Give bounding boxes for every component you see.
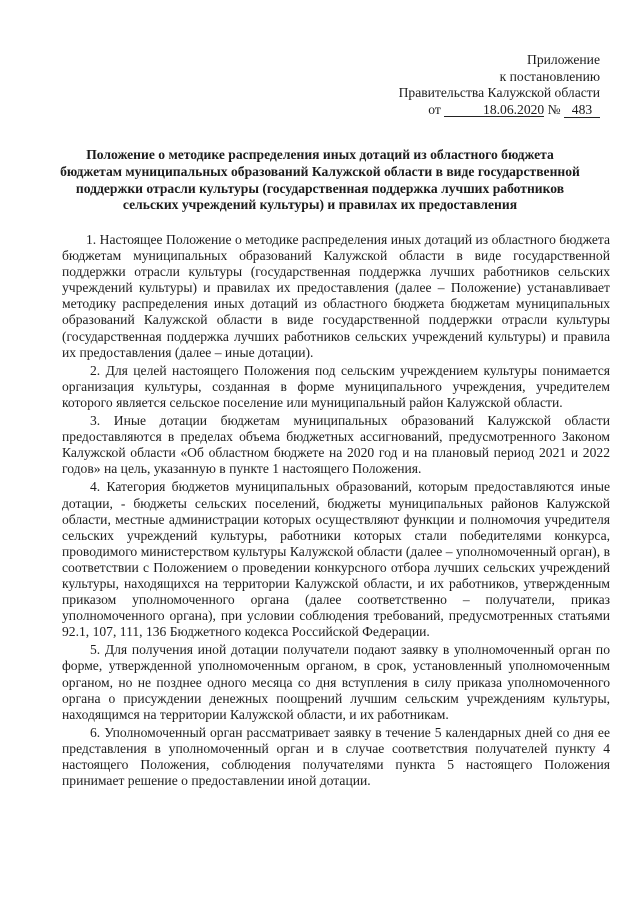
number-sign: №: [547, 101, 561, 117]
appendix-header: [380, 52, 600, 118]
decree-number: 483: [564, 103, 600, 118]
decree-date: 18.06.2020: [444, 103, 544, 117]
title-line-4: сельских учреждений культуры) и правилах их предоставления: [122, 197, 518, 213]
appendix-label: Приложение: [527, 52, 600, 67]
date-prefix: от: [428, 101, 441, 117]
appendix-date-line: [380, 102, 600, 119]
appendix-decree-ref: к постановлению: [499, 68, 600, 84]
title-line-1: Положение о методике распределения иных дотаций из областного бюджета: [86, 147, 554, 162]
paragraph-2: 2. Для целей настоящего Положения под сельским учреждением культуры понимается организация культуры, созданная в форме муниципального учреждения, учредителем которого является сельское поселение или муниципальный район Калужской области.: [62, 362, 610, 410]
title-line-2: бюджетам муниципальных образований Калужской области в виде государственной: [60, 163, 580, 179]
document-title: [50, 147, 590, 214]
paragraph-3: 3. Иные дотации бюджетам муниципальных образований Калужской области предоставляются в пределах объема бюджетных ассигнований, предусмотренного Законом Калужской области «Об областном бюджете на 2020 год и на плановый период 2021 и 2022 годов» на цель, указанную в пункте 1 настоящего Положения.: [62, 413, 610, 477]
paragraph-4: 4. Категория бюджетов муниципальных образований, которым предоставляются иные дотации, - бюджеты сельских поселений, бюджеты муниципальных районов Калужской области, местные администрации которых осуществляют функции и полномочия учредителя сельских учреждений культуры, работники которых стали победителями конкурса, проводимого министерством культуры Калужской области (далее – уполномоченный орган), в соответствии с Положением о проведении конкурсного отбора лучших сельских учреждений культуры, находящихся на территории Калужской области, и их работников, утвержденным приказом уполномоченного органа (далее соответственно – получатели, приказ уполномоченного органа), при условии соблюдения требований, предусмотренных статьями 92.1, 107, 111, 136 Бюджетного кодекса Российской Федерации.: [62, 479, 610, 640]
document-body: [62, 232, 610, 791]
paragraph-5: 5. Для получения иной дотации получатели подают заявку в уполномоченный орган по форме, утвержденной уполномоченным органом, в срок, установленный уполномоченным органом, но не позднее одного месяца со дня вступления в силу приказа уполномоченного органа о присуждении денежных поощрений лучшим сельским учреждениям культуры, находящимся на территории Калужской области, и их работникам.: [62, 642, 610, 722]
title-line-3: поддержки отрасли культуры (государственная поддержка лучших работников: [75, 180, 565, 196]
paragraph-6: 6. Уполномоченный орган рассматривает заявку в течение 5 календарных дней со дня ее представления в уполномоченный орган и в случае соответствия получателей пункту 4 настоящего Положения, соблюдения получателями пункта 5 настоящего Положения принимает решение о предоставлении иной дотации.: [62, 724, 610, 789]
appendix-government: Правительства Калужской области: [398, 85, 600, 100]
paragraph-1: 1. Настоящее Положение о методике распределения иных дотаций из областного бюджета бюджетам муниципальных образований Калужской области в виде государственной поддержки отрасли культуры (государственная поддержка лучших работников сельских учреждений культуры) и правилах их предоставления (далее – Положение) устанавливает методику распределения иных дотаций из областного бюджета бюджетам муниципальных образований Калужской области в виде государственной поддержки отрасли культуры (государственная поддержка лучших работников сельских учреждений культуры) и правила их предоставления (далее – иные дотации).: [62, 232, 610, 360]
